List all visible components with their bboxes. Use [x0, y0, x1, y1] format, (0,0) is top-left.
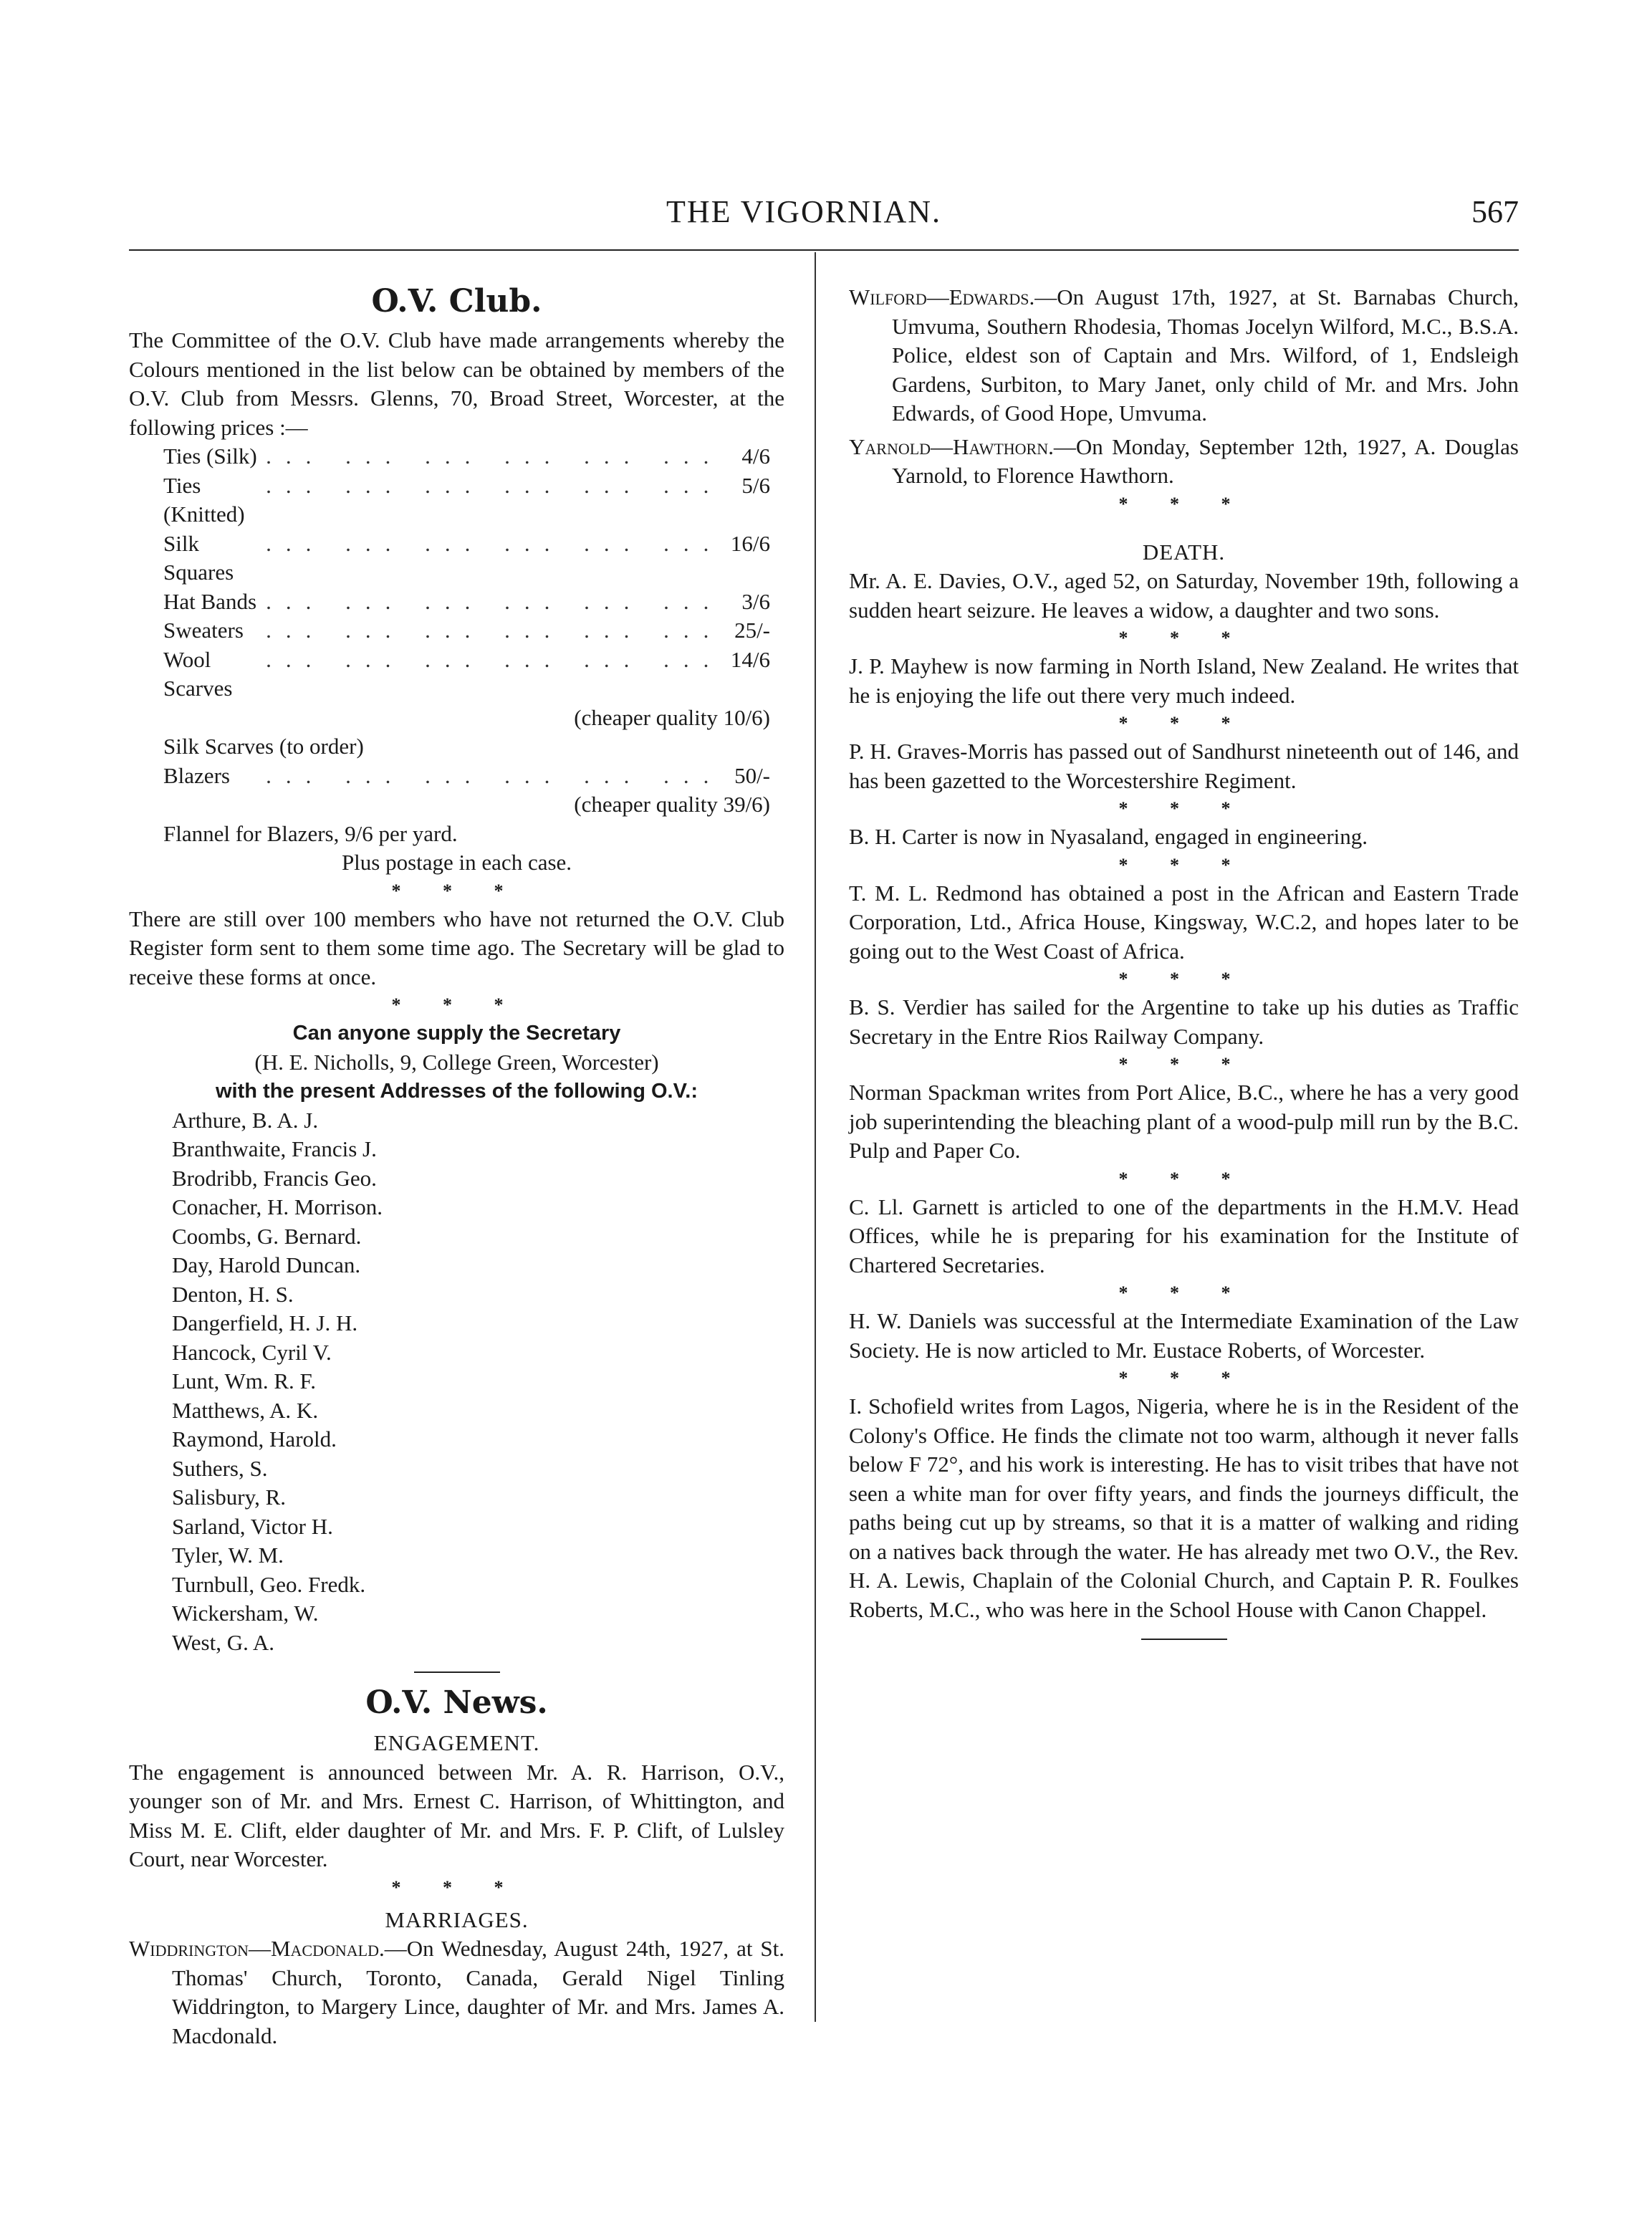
- section-stars: * * *: [1118, 713, 1249, 734]
- news-item: H. W. Daniels was successful at the Intermediate Examination of the Law Society. He is now articled to Mr. Eustace Roberts, of Worcester.: [849, 1308, 1519, 1363]
- death-notice: Mr. A. E. Davies, O.V., aged 52, on Saturday, November 19th, following a sudden heart seizure. He leaves a widow, a daughter and two sons.: [849, 568, 1519, 623]
- news-item: T. M. L. Redmond has obtained a post in the African and Eastern Trade Corporation, Ltd., Africa House, Kingsway, W.C.2, and hopes later to be going out to the West Coast of Africa.: [849, 880, 1519, 964]
- list-item: Lunt, Wm. R. F.: [172, 1368, 317, 1394]
- section-stars: * * *: [391, 880, 522, 901]
- list-item: Matthews, A. K.: [172, 1397, 319, 1423]
- list-item: Turnbull, Geo. Fredk.: [172, 1571, 366, 1597]
- marriage-notice: [129, 1934, 784, 2050]
- price-item: Sweaters: [163, 618, 244, 643]
- price-row: [129, 616, 784, 646]
- price-item: Ties (Knitted): [163, 472, 245, 527]
- cheaper-quality-note: (cheaper quality 39/6): [574, 792, 770, 817]
- list-item: Dangerfield, H. J. H.: [172, 1310, 358, 1335]
- section-stars: * * *: [1118, 969, 1249, 989]
- register-notice: There are still over 100 members who have not returned the O.V. Club Register form sent to them some time ago. The Secretary will be glad to receive these forms at once.: [129, 906, 784, 989]
- leader-dots: ... ... ... ... ... ...: [266, 443, 724, 469]
- marriage-details: —On Wednesday, August 24th, 1927, at St. Thomas' Church, Toronto, Canada, Gerald Nigel Tinling Widdrington, to Margery Lince, daughter of Mr. and Mrs. James A. Macdonald.: [172, 1936, 784, 2048]
- list-item: Wickersham, W.: [172, 1601, 319, 1626]
- price-amount: 4/6: [741, 443, 770, 469]
- section-stars: * * *: [1118, 1054, 1249, 1075]
- news-item: B. H. Carter is now in Nyasaland, engaged in engineering.: [849, 824, 1368, 849]
- section-stars: * * *: [1118, 798, 1249, 819]
- price-row: [129, 587, 784, 617]
- list-item: Sarland, Victor H.: [172, 1513, 333, 1539]
- price-item: Hat Bands: [163, 588, 257, 614]
- price-amount: 50/-: [734, 762, 770, 788]
- section-stars: * * *: [1118, 628, 1249, 648]
- list-item: Raymond, Harold.: [172, 1426, 337, 1452]
- section-stars: * * *: [1118, 1368, 1249, 1388]
- news-item: P. H. Graves-Morris has passed out of Sandhurst nineteenth out of 146, and has been gazetted to the Worcestershire Regiment.: [849, 739, 1519, 793]
- club-heading: O.V. Club.: [371, 283, 542, 320]
- right-column: [849, 283, 1519, 1649]
- price-amount: 16/6: [730, 530, 770, 556]
- list-item: Hancock, Cyril V.: [172, 1339, 332, 1365]
- marriage-details: —On Monday, September 12th, 1927, A. Douglas Yarnold, to Florence Hawthorn.: [892, 433, 1519, 488]
- news-item: C. Ll. Garnett is articled to one of the departments in the H.M.V. Head Offices, while he is preparing for his examination for the Institute of Chartered Secretaries.: [849, 1194, 1519, 1277]
- list-item: West, G. A.: [172, 1629, 275, 1655]
- leader-dots: ... ... ... ... ... ...: [266, 530, 724, 556]
- news-item: I. Schofield writes from Lagos, Nigeria, where he is in the Resident of the Colony's Office. He finds the climate not too warm, although it never falls below F 72°, and his work is interesting. He has to visit tribes that have not seen a white man for over fifty years, and finds the journeys difficult, the paths being cut up by streams, so that it is a matter of walking and riding on a natives back through the water. He has already met two O.V., the Rev. H. A. Lewis, Chaplain of the Colonial Church, and Captain P. R. Foulkes Roberts, M.C., who was here in the School House with Canon Chappel.: [849, 1394, 1519, 1622]
- section-stars: * * *: [1118, 1168, 1249, 1189]
- section-divider: [414, 1671, 500, 1673]
- list-item: Tyler, W. M.: [172, 1543, 284, 1568]
- price-amount: 5/6: [741, 472, 770, 498]
- section-stars: * * *: [391, 994, 522, 1015]
- leader-dots: ... ... ... ... ... ...: [266, 646, 724, 672]
- silk-scarves-line: Silk Scarves (to order): [163, 734, 364, 759]
- marriage-notice: [849, 283, 1519, 428]
- leader-dots: ... ... ... ... ... ...: [266, 762, 724, 788]
- price-item: Silk Squares: [163, 530, 234, 585]
- journal-title: THE VIGORNIAN.: [666, 194, 942, 229]
- news-item: J. P. Mayhew is now farming in North Island, New Zealand. He writes that he is enjoying the life out there very much indeed.: [849, 653, 1519, 708]
- left-column: [129, 276, 784, 2050]
- missing-names-list: [129, 1106, 784, 1658]
- list-item: Conacher, H. Morrison.: [172, 1194, 383, 1219]
- cheaper-quality-note: (cheaper quality 10/6): [574, 704, 770, 730]
- price-row: [129, 762, 784, 791]
- price-item: Blazers: [163, 762, 230, 788]
- death-heading: DEATH.: [1142, 539, 1226, 565]
- price-amount: 14/6: [730, 646, 770, 672]
- marriage-names: Widdrington—Macdonald.: [129, 1936, 385, 1961]
- postage-note: Plus postage in each case.: [341, 850, 572, 875]
- header-rule: [129, 249, 1519, 251]
- price-item: Ties (Silk): [163, 443, 257, 469]
- section-divider: [1141, 1639, 1227, 1640]
- page-header: [129, 193, 1519, 251]
- marriage-names: Wilford—Edwards.: [849, 284, 1035, 310]
- section-stars: * * *: [1118, 493, 1249, 514]
- marriage-details: —On August 17th, 1927, at St. Barnabas Church, Umvuma, Southern Rhodesia, Thomas Jocelyn Wilford, M.C., B.S.A. Police, eldest son of Captain and Mrs. Wilford, of 1, Endsleigh Gardens, Surbiton, to Mary Janet, only child of Mr. and Mrs. John Edwards, of Good Hope, Umvuma.: [892, 284, 1519, 426]
- flannel-line: Flannel for Blazers, 9/6 per yard.: [163, 820, 458, 846]
- price-item: Wool Scarves: [163, 646, 233, 701]
- section-stars: * * *: [1118, 1282, 1249, 1303]
- marriage-names: Yarnold—Hawthorn.: [849, 433, 1054, 459]
- price-list: [129, 442, 784, 878]
- engagement-text: The engagement is announced between Mr. A. R. Harrison, O.V., younger son of Mr. and Mrs. Ernest C. Harrison, of Whittington, and Miss M. E. Clift, elder daughter of Mr. and Mrs. F. P. Clift, of Lulsley Court, near Worcester.: [129, 1759, 784, 1871]
- marriages-heading: MARRIAGES.: [385, 1906, 529, 1932]
- supply-heading: Can anyone supply the Secretary: [292, 1022, 621, 1045]
- leader-dots: ... ... ... ... ... ...: [266, 588, 724, 614]
- price-row: [129, 471, 784, 529]
- list-item: Suthers, S.: [172, 1455, 268, 1481]
- secretary-address: (H. E. Nicholls, 9, College Green, Worcester): [254, 1049, 659, 1075]
- news-item: B. S. Verdier has sailed for the Argentine to take up his duties as Traffic Secretary in the Entre Rios Railway Company.: [849, 994, 1519, 1049]
- section-stars: * * *: [391, 1876, 522, 1898]
- leader-dots: ... ... ... ... ... ...: [266, 618, 724, 643]
- price-row: [129, 442, 784, 471]
- price-amount: 25/-: [734, 618, 770, 643]
- page-number: 567: [1471, 194, 1519, 229]
- price-row: [129, 529, 784, 587]
- list-item: Day, Harold Duncan.: [172, 1252, 361, 1277]
- engagement-heading: ENGAGEMENT.: [373, 1730, 540, 1755]
- section-stars: * * *: [1118, 854, 1249, 876]
- club-intro: The Committee of the O.V. Club have made arrangements whereby the Colours mentioned in the list below can be obtained by members of the O.V. Club from Messrs. Glenns, 70, Broad Street, Worcester, at the following prices :—: [129, 327, 784, 440]
- news-heading: O.V. News.: [365, 1684, 548, 1721]
- list-item: Denton, H. S.: [172, 1281, 294, 1307]
- list-item: Coombs, G. Bernard.: [172, 1223, 362, 1249]
- price-amount: 3/6: [741, 588, 770, 614]
- news-item: Norman Spackman writes from Port Alice, B.C., where he has a very good job superintending the bleaching plant of a wood-pulp mill run by the B.C. Pulp and Paper Co.: [849, 1080, 1519, 1163]
- leader-dots: ... ... ... ... ... ...: [266, 472, 724, 498]
- list-item: Branthwaite, Francis J.: [172, 1136, 377, 1161]
- marriage-notice: [849, 433, 1519, 491]
- column-divider: [815, 252, 816, 2022]
- list-item: Arthure, B. A. J.: [172, 1107, 319, 1133]
- list-item: Brodribb, Francis Geo.: [172, 1165, 377, 1191]
- price-row: [129, 646, 784, 704]
- list-item: Salisbury, R.: [172, 1484, 287, 1510]
- addresses-heading: with the present Addresses of the following O.V.:: [216, 1080, 698, 1103]
